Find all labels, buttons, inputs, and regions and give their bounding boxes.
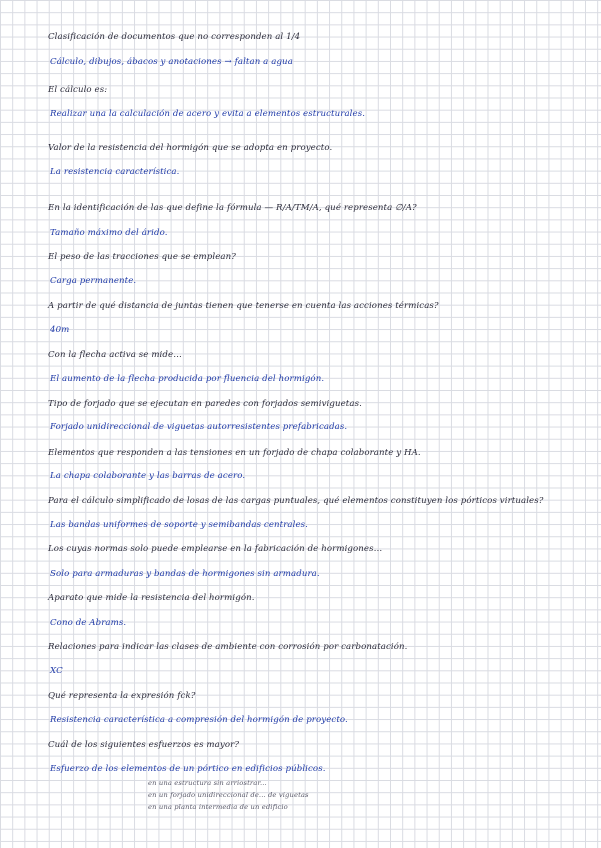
answer-text: La resistencia característica. (50, 167, 180, 177)
answer-text: Las bandas uniformes de soporte y semibandas centrales. (50, 520, 309, 530)
question-text: Valor de la resistencia del hormigón que se adopta en proyecto. (48, 143, 333, 153)
question-text: Para el cálculo simplificado de losas de las cargas puntuales, qué elementos constituyen los pórticos virtuales? (48, 496, 544, 506)
question-text: El cálculo es: (48, 85, 108, 95)
question-text: Clasificación de documentos que no corresponden al 1/4 (48, 32, 301, 42)
answer-text: Cono de Abrams. (50, 618, 127, 628)
question-text: A partir de qué distancia de juntas tienen que tenerse en cuenta las acciones térmicas? (48, 301, 439, 311)
question-text: Con la flecha activa se mide… (48, 350, 182, 360)
answer-text: Forjado unidireccional de viguetas autorresistentes prefabricadas. (50, 422, 348, 432)
question-text: Cuál de los siguientes esfuerzos es mayor? (48, 740, 240, 750)
answer-text: Resistencia característica a compresión del hormigón de proyecto. (50, 715, 348, 725)
answer-text: Realizar una la calculación de acero y evita a elementos estructurales. (50, 109, 366, 119)
option-text: en un forjado unidireccional de... de viguetas (148, 791, 309, 799)
answer-text: Tamaño máximo del árido. (50, 228, 168, 238)
question-text: Relaciones para indicar las clases de ambiente con corrosión por carbonatación. (48, 642, 408, 652)
answer-text: 40m (50, 325, 70, 335)
option-text: en una planta intermedia de un edificio (148, 803, 288, 811)
answer-text: El aumento de la flecha producida por fluencia del hormigón. (50, 374, 325, 384)
answer-text: Carga permanente. (50, 276, 137, 286)
question-text: Tipo de forjado que se ejecutan en paredes con forjados semiviguetas. (48, 399, 362, 409)
question-text: Elementos que responden a las tensiones en un forjado de chapa colaborante y HA. (48, 448, 421, 458)
question-text: Los cuyas normas solo puede emplearse en la fabricación de hormigones… (48, 544, 383, 554)
answer-text: Solo para armaduras y bandas de hormigones sin armadura. (50, 569, 320, 579)
answer-text: Cálculo, dibujos, ábacos y anotaciones → faltan a agua (50, 57, 293, 67)
answer-text: La chapa colaborante y las barras de acero. (50, 471, 246, 481)
question-text: Qué representa la expresión fck? (48, 691, 196, 701)
question-text: Aparato que mide la resistencia del hormigón. (48, 593, 255, 603)
question-text: En la identificación de las que define la fórmula — R/A/TM/A, qué representa ∅/A? (48, 203, 417, 213)
answer-text: XC (50, 666, 63, 676)
question-text: El peso de las tracciones que se emplean? (48, 252, 237, 262)
answer-text: Esfuerzo de los elementos de un pórtico en edificios públicos. (50, 764, 326, 774)
option-text: en una estructura sin arriostrar... (148, 779, 267, 787)
